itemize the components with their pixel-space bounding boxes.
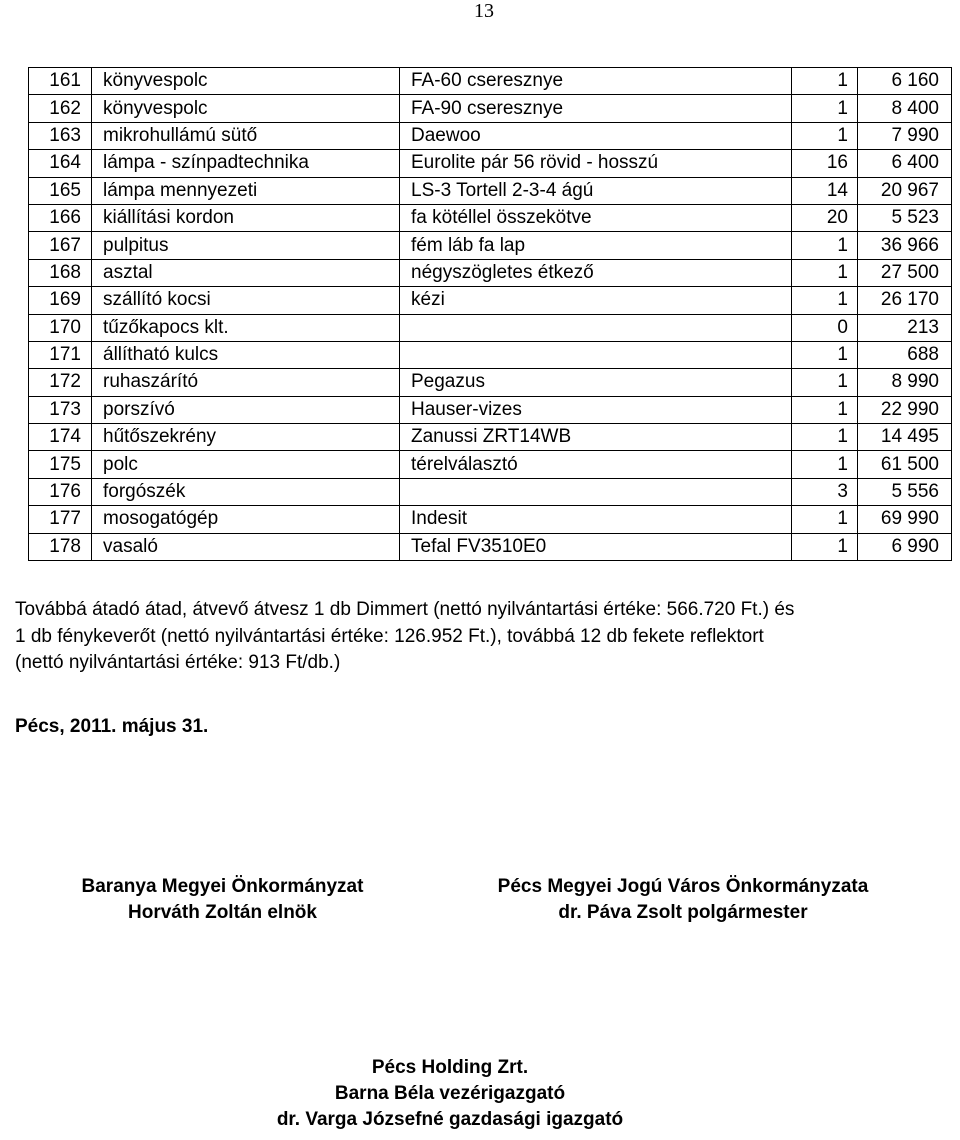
item-description: FA-90 cseresznye — [400, 95, 792, 122]
item-name: lámpa - színpadtechnika — [92, 150, 400, 177]
item-quantity: 1 — [792, 451, 858, 478]
table-row — [29, 451, 952, 478]
table-row — [29, 68, 952, 95]
item-description: Indesit — [400, 506, 792, 533]
paragraph-line: 1 db fénykeverőt (nettó nyilvántartási értéke: 126.952 Ft.), továbbá 12 db fekete reflektort — [15, 625, 764, 647]
signature-person: dr. Páva Zsolt polgármester — [558, 902, 808, 923]
item-name: tűzőkapocs klt. — [92, 314, 400, 341]
item-name: könyvespolc — [92, 68, 400, 95]
table-row — [29, 177, 952, 204]
item-description: fa kötéllel összekötve — [400, 204, 792, 231]
item-description: Pegazus — [400, 369, 792, 396]
item-name: vasaló — [92, 533, 400, 560]
item-name: mosogatógép — [92, 506, 400, 533]
item-quantity: 1 — [792, 68, 858, 95]
item-number: 174 — [29, 424, 92, 451]
item-name: szállító kocsi — [92, 287, 400, 314]
item-number: 171 — [29, 341, 92, 368]
item-description — [400, 314, 792, 341]
item-description: LS-3 Tortell 2-3-4 ágú — [400, 177, 792, 204]
table-row — [29, 150, 952, 177]
signature-person: dr. Varga Józsefné gazdasági igazgató — [276, 1109, 624, 1130]
table-row — [29, 424, 952, 451]
item-name: könyvespolc — [92, 95, 400, 122]
item-price: 8 990 — [858, 369, 952, 396]
item-quantity: 1 — [792, 287, 858, 314]
item-number: 167 — [29, 232, 92, 259]
item-name: kiállítási kordon — [92, 204, 400, 231]
item-price: 5 523 — [858, 204, 952, 231]
item-number: 165 — [29, 177, 92, 204]
item-quantity: 1 — [792, 259, 858, 286]
page-number: 13 — [474, 0, 494, 22]
table-row — [29, 95, 952, 122]
item-number: 178 — [29, 533, 92, 560]
table-row — [29, 204, 952, 231]
item-number: 175 — [29, 451, 92, 478]
table-row — [29, 533, 952, 560]
item-price: 20 967 — [858, 177, 952, 204]
inventory-table-body — [29, 68, 952, 561]
paragraph-line: (nettó nyilvántartási értéke: 913 Ft/db.) — [15, 652, 341, 673]
item-price: 6 990 — [858, 533, 952, 560]
item-name: porszívó — [92, 396, 400, 423]
paragraph-line: Továbbá átadó átad, átvevő átvesz 1 db Dimmert (nettó nyilvántartási értéke: 566.720 Ft.) és — [15, 599, 795, 620]
item-price: 26 170 — [858, 287, 952, 314]
item-description: térelválasztó — [400, 451, 792, 478]
item-quantity: 1 — [792, 396, 858, 423]
signature-org: Pécs Holding Zrt. — [371, 1057, 529, 1078]
item-description: Hauser-vizes — [400, 396, 792, 423]
item-name: hűtőszekrény — [92, 424, 400, 451]
signature-block-city — [433, 874, 933, 926]
inventory-table — [28, 67, 952, 561]
item-description: négyszögletes étkező — [400, 259, 792, 286]
item-price: 6 400 — [858, 150, 952, 177]
item-name: pulpitus — [92, 232, 400, 259]
signature-org: Pécs Megyei Jogú Város Önkormányzata — [497, 876, 869, 897]
table-row — [29, 478, 952, 505]
item-number: 161 — [29, 68, 92, 95]
item-quantity: 3 — [792, 478, 858, 505]
item-number: 166 — [29, 204, 92, 231]
item-name: forgószék — [92, 478, 400, 505]
table-row — [29, 506, 952, 533]
item-description: kézi — [400, 287, 792, 314]
table-row — [29, 287, 952, 314]
item-quantity: 1 — [792, 424, 858, 451]
item-quantity: 1 — [792, 95, 858, 122]
item-description: Eurolite pár 56 rövid - hosszú — [400, 150, 792, 177]
item-name: mikrohullámú sütő — [92, 122, 400, 149]
item-description — [400, 478, 792, 505]
item-quantity: 1 — [792, 232, 858, 259]
item-price: 5 556 — [858, 478, 952, 505]
item-number: 164 — [29, 150, 92, 177]
item-quantity: 0 — [792, 314, 858, 341]
signature-person: Barna Béla vezérigazgató — [334, 1083, 566, 1104]
item-quantity: 20 — [792, 204, 858, 231]
item-description: Zanussi ZRT14WB — [400, 424, 792, 451]
item-price: 213 — [858, 314, 952, 341]
item-number: 168 — [29, 259, 92, 286]
item-price: 6 160 — [858, 68, 952, 95]
item-quantity: 14 — [792, 177, 858, 204]
item-description: Tefal FV3510E0 — [400, 533, 792, 560]
item-price: 61 500 — [858, 451, 952, 478]
signature-person: Horváth Zoltán elnök — [128, 902, 317, 923]
item-quantity: 1 — [792, 341, 858, 368]
item-quantity: 1 — [792, 369, 858, 396]
item-name: polc — [92, 451, 400, 478]
item-number: 172 — [29, 369, 92, 396]
signature-block-county — [15, 874, 430, 926]
table-row — [29, 259, 952, 286]
item-number: 162 — [29, 95, 92, 122]
signature-block-holding — [190, 1055, 710, 1133]
item-number: 177 — [29, 506, 92, 533]
item-price: 14 495 — [858, 424, 952, 451]
item-number: 173 — [29, 396, 92, 423]
item-quantity: 16 — [792, 150, 858, 177]
item-number: 170 — [29, 314, 92, 341]
item-price: 7 990 — [858, 122, 952, 149]
item-quantity: 1 — [792, 533, 858, 560]
item-name: ruhaszárító — [92, 369, 400, 396]
handover-paragraph — [15, 597, 960, 677]
item-price: 27 500 — [858, 259, 952, 286]
signature-org: Baranya Megyei Önkormányzat — [81, 876, 364, 897]
item-quantity: 1 — [792, 122, 858, 149]
table-row — [29, 122, 952, 149]
item-price: 688 — [858, 341, 952, 368]
table-row — [29, 314, 952, 341]
item-number: 169 — [29, 287, 92, 314]
item-description: fém láb fa lap — [400, 232, 792, 259]
item-price: 22 990 — [858, 396, 952, 423]
item-description: FA-60 cseresznye — [400, 68, 792, 95]
item-number: 163 — [29, 122, 92, 149]
item-quantity: 1 — [792, 506, 858, 533]
item-price: 36 966 — [858, 232, 952, 259]
table-row — [29, 232, 952, 259]
item-description: Daewoo — [400, 122, 792, 149]
table-row — [29, 341, 952, 368]
item-description — [400, 341, 792, 368]
table-row — [29, 396, 952, 423]
table-row — [29, 369, 952, 396]
item-number: 176 — [29, 478, 92, 505]
item-name: lámpa mennyezeti — [92, 177, 400, 204]
item-name: állítható kulcs — [92, 341, 400, 368]
place-date: Pécs, 2011. május 31. — [15, 716, 209, 737]
item-name: asztal — [92, 259, 400, 286]
item-price: 8 400 — [858, 95, 952, 122]
item-price: 69 990 — [858, 506, 952, 533]
